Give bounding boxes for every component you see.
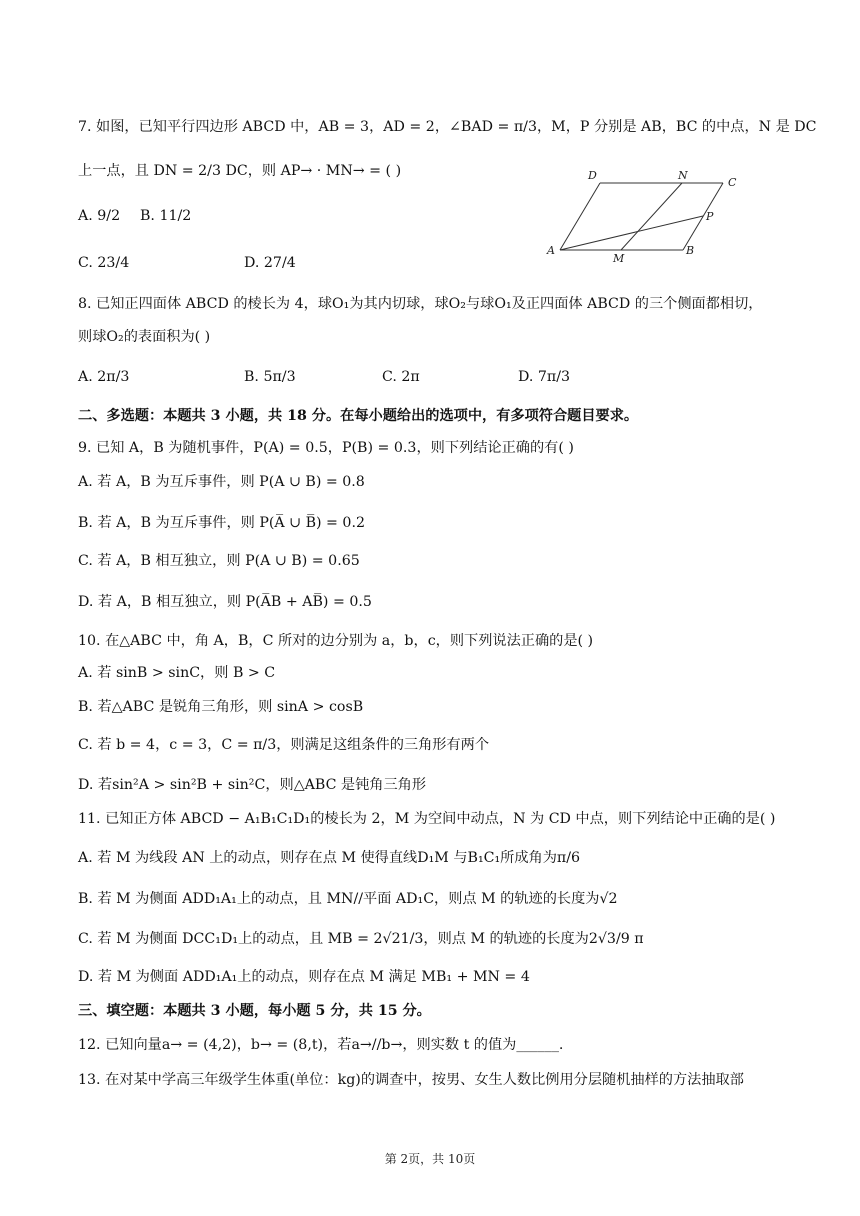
q10-option-d: D. 若sin²A > sin²B + sin²C，则△ABC 是钝角三角形	[78, 777, 427, 793]
section-2-heading: 二、多选题：本题共 3 小题，共 18 分。在每小题给出的选项中，有多项符合题目要求。	[78, 408, 639, 424]
q8-option-a: A. 2π/3	[78, 369, 130, 385]
q7-stem-line2: 上一点，且 DN = 2/3 DC，则 AP→ · MN→ = ( )	[78, 163, 402, 179]
q9-option-c: C. 若 A，B 相互独立，则 P(A ∪ B) = 0.65	[78, 553, 360, 569]
q10-option-b: B. 若△ABC 是锐角三角形，则 sinA > cosB	[78, 699, 364, 715]
section-3-heading: 三、填空题：本题共 3 小题，每小题 5 分，共 15 分。	[78, 1003, 431, 1019]
q9-stem: 9. 已知 A，B 为随机事件，P(A) = 0.5，P(B) = 0.3，则下列结论正确的有( )	[78, 440, 574, 456]
label-d: D	[588, 169, 597, 182]
q12-stem: 12. 已知向量a→ = (4,2)，b→ = (8,t)，若a→//b→，则实数 t 的值为______.	[78, 1037, 564, 1053]
label-a: A	[547, 244, 555, 257]
q8-stem-line1: 8. 已知正四面体 ABCD 的棱长为 4，球O₁为其内切球，球O₂与球O₁及正四面体 ABCD 的三个侧面都相切，	[78, 296, 763, 312]
q8-option-c: C. 2π	[382, 369, 420, 385]
q11-option-d: D. 若 M 为侧面 ADD₁A₁上的动点，则存在点 M 满足 MB₁ + MN = 4	[78, 969, 530, 985]
q11-stem: 11. 已知正方体 ABCD − A₁B₁C₁D₁的棱长为 2，M 为空间中动点，N 为 CD 中点，则下列结论中正确的是( )	[78, 811, 776, 827]
label-c: C	[728, 176, 737, 189]
q13-stem: 13. 在对某中学高三年级学生体重(单位：kg)的调查中，按男、女生人数比例用分层随机抽样的方法抽取部	[78, 1072, 744, 1088]
q9-option-b: B. 若 A，B 为互斥事件，则 P(A̅ ∪ B̅) = 0.2	[78, 515, 365, 531]
q9-option-a: A. 若 A，B 为互斥事件，则 P(A ∪ B) = 0.8	[78, 474, 365, 490]
q7-stem-line1: 7. 如图，已知平行四边形 ABCD 中，AB = 3，AD = 2，∠BAD = π/3，M，P 分别是 AB，BC 的中点，N 是 DC	[78, 119, 817, 135]
q10-option-c: C. 若 b = 4，c = 3，C = π/3，则满足这组条件的三角形有两个	[78, 737, 490, 753]
page-footer: 第 2页，共 10页	[384, 1152, 476, 1166]
q7-option-c: C. 23/4	[78, 255, 130, 271]
q7-option-a: A. 9/2	[78, 208, 121, 224]
q7-option-d: D. 27/4	[244, 255, 296, 271]
q8-option-d: D. 7π/3	[518, 369, 571, 385]
segment-da	[560, 183, 600, 250]
q7-option-b: B. 11/2	[140, 208, 192, 224]
q8-option-b: B. 5π/3	[244, 369, 296, 385]
q10-option-a: A. 若 sinB > sinC，则 B > C	[78, 665, 276, 681]
q11-option-a: A. 若 M 为线段 AN 上的动点，则存在点 M 使得直线D₁M 与B₁C₁所成角为π/6	[78, 850, 581, 866]
segment-mn	[621, 183, 682, 250]
segment-ap	[560, 216, 703, 250]
label-n: N	[678, 169, 688, 182]
label-m: M	[613, 252, 625, 265]
q8-stem-line2: 则球O₂的表面积为( )	[78, 329, 211, 345]
label-p: P	[706, 210, 714, 223]
q10-stem: 10. 在△ABC 中，角 A，B，C 所对的边分别为 a，b，c，则下列说法正确的是( )	[78, 633, 594, 649]
q9-option-d: D. 若 A，B 相互独立，则 P(A̅B + AB̅) = 0.5	[78, 594, 372, 610]
q11-option-c: C. 若 M 为侧面 DCC₁D₁上的动点，且 MB = 2√21/3，则点 M 的轨迹的长度为2√3/9 π	[78, 931, 644, 947]
q11-option-b: B. 若 M 为侧面 ADD₁A₁上的动点，且 MN//平面 AD₁C，则点 M 的轨迹的长度为√2	[78, 891, 618, 907]
label-b: B	[686, 244, 695, 257]
parallelogram-figure	[540, 166, 740, 266]
